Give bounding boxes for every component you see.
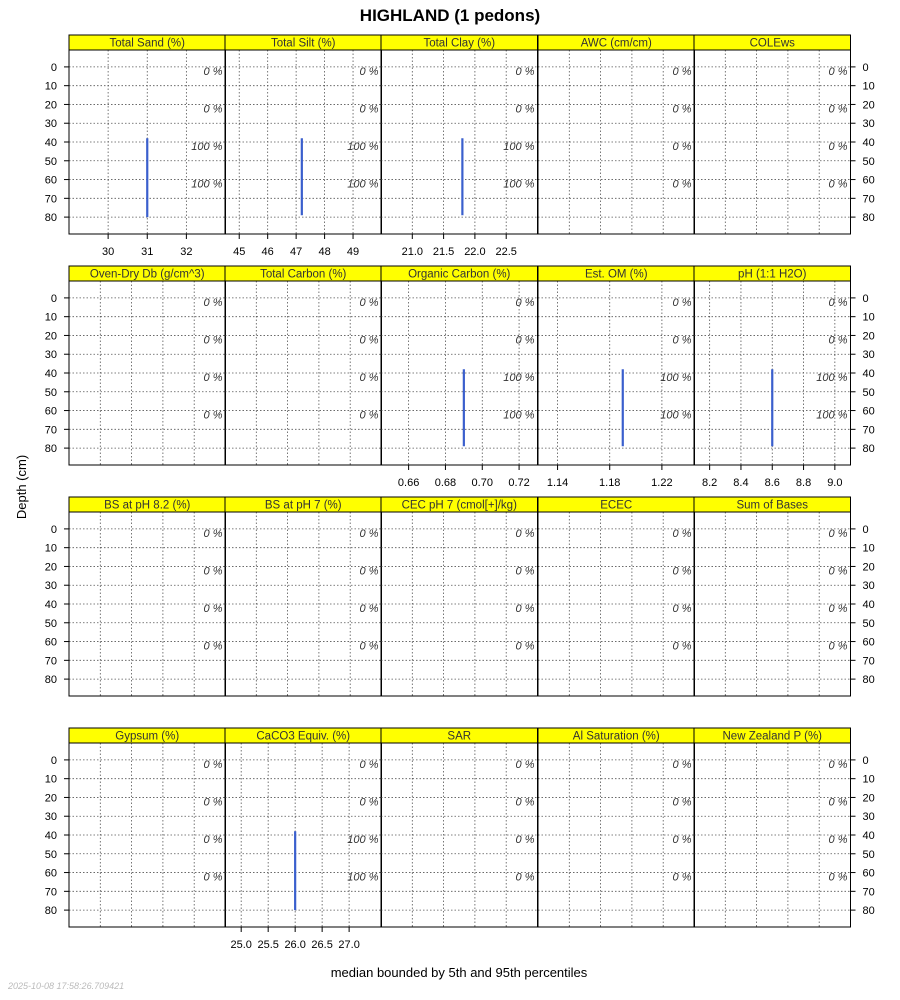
panel: [225, 266, 382, 465]
x-tick-label: 8.2: [702, 477, 718, 489]
y-tick-label-right: 0: [862, 754, 869, 767]
chart-title: HIGHLAND (1 pedons): [359, 6, 541, 25]
x-tick-label: 48: [318, 246, 331, 258]
y-tick-label-left: 20: [44, 330, 57, 343]
x-tick-label: 49: [346, 246, 360, 258]
panel-strip-label: New Zealand P (%): [722, 730, 822, 743]
x-tick-label: 8.4: [733, 477, 749, 489]
y-tick-label-right: 60: [862, 174, 875, 187]
y-tick-label-right: 30: [862, 118, 875, 131]
panel-strip-label: Sum of Bases: [736, 499, 809, 512]
panel-strip-label: Total Clay (%): [423, 37, 496, 50]
panel-strip-label: CaCO3 Equiv. (%): [256, 730, 351, 743]
panel: [694, 35, 851, 234]
y-tick-label-right: 20: [862, 330, 875, 343]
percent-label: 0 %: [515, 565, 535, 578]
y-tick-label-right: 80: [862, 674, 875, 687]
percent-label: 100 %: [503, 409, 535, 422]
y-tick-label-right: 30: [862, 580, 875, 593]
percent-label: 0 %: [672, 103, 692, 116]
y-tick-label-left: 0: [50, 754, 57, 767]
panel: [694, 262, 851, 489]
x-tick-label: 22.5: [495, 246, 517, 258]
y-tick-label-right: 20: [862, 792, 875, 805]
percent-label: 0 %: [515, 103, 535, 116]
percent-label: 0 %: [359, 296, 379, 309]
x-tick-label: 0.68: [434, 477, 457, 489]
percent-label: 0 %: [828, 65, 848, 78]
panel-strip-label: ECEC: [600, 499, 633, 512]
y-tick-label-right: 30: [862, 811, 875, 824]
percent-label: 0 %: [203, 565, 223, 578]
panel-row: [45, 724, 875, 951]
x-tick-label: 26.5: [311, 939, 333, 951]
x-tick-label: 25.5: [257, 939, 279, 951]
percent-label: 0 %: [515, 527, 535, 540]
percent-label: 0 %: [672, 871, 692, 884]
panel: [381, 497, 538, 696]
y-tick-label-right: 60: [862, 867, 875, 880]
percent-label: 0 %: [672, 527, 692, 540]
y-tick-label-left: 40: [44, 830, 57, 842]
panel-strip-label: Est. OM (%): [584, 268, 648, 281]
y-tick-label-right: 50: [862, 848, 875, 861]
panel: [381, 31, 538, 258]
x-tick-label: 32: [180, 246, 193, 258]
y-tick-label-right: 0: [862, 523, 869, 536]
percent-label: 0 %: [515, 640, 535, 653]
y-tick-label-left: 60: [44, 174, 57, 187]
y-tick-label-left: 80: [44, 905, 57, 918]
percent-label: 100 %: [191, 141, 223, 153]
y-tick-label-left: 50: [44, 617, 57, 630]
percent-label: 0 %: [515, 603, 535, 615]
x-tick-label: 46: [261, 246, 274, 258]
percent-label: 0 %: [828, 603, 848, 615]
panel: [69, 728, 226, 927]
y-tick-label-left: 60: [44, 405, 57, 418]
y-tick-label-left: 40: [44, 368, 57, 380]
percent-label: 0 %: [203, 834, 223, 846]
percent-label: 0 %: [203, 372, 223, 384]
x-tick-label: 21.0: [401, 246, 424, 258]
panel: [694, 497, 851, 696]
percent-label: 0 %: [203, 527, 223, 540]
percent-label: 0 %: [359, 103, 379, 116]
panel-strip-label: Total Carbon (%): [260, 268, 347, 281]
x-tick-label: 31: [141, 246, 154, 258]
y-tick-label-right: 10: [862, 773, 875, 786]
y-tick-label-right: 50: [862, 617, 875, 630]
y-tick-label-right: 80: [862, 443, 875, 456]
panel: [225, 497, 382, 696]
panel: [538, 262, 695, 489]
y-tick-label-left: 80: [44, 212, 57, 225]
percent-label: 0 %: [203, 758, 223, 771]
panel: [538, 35, 695, 234]
percent-label: 0 %: [203, 409, 223, 422]
percent-label: 0 %: [828, 334, 848, 347]
x-tick-label: 9.0: [827, 477, 843, 489]
percent-label: 0 %: [203, 640, 223, 653]
x-tick-label: 45: [233, 246, 246, 258]
percent-label: 0 %: [828, 871, 848, 884]
percent-label: 0 %: [672, 178, 692, 191]
x-tick-label: 47: [290, 246, 303, 258]
y-tick-label-left: 60: [44, 636, 57, 649]
percent-label: 100 %: [503, 178, 535, 191]
y-tick-label-left: 10: [44, 542, 57, 555]
y-tick-label-right: 70: [862, 424, 875, 437]
x-tick-label: 1.18: [599, 477, 621, 489]
y-tick-label-left: 50: [44, 155, 57, 168]
percent-label: 0 %: [672, 796, 692, 809]
y-tick-label-left: 10: [44, 311, 57, 324]
percent-label: 100 %: [347, 871, 379, 884]
y-tick-label-right: 70: [862, 655, 875, 668]
y-tick-label-left: 40: [44, 599, 57, 611]
y-tick-label-right: 0: [862, 292, 869, 305]
percent-label: 0 %: [828, 758, 848, 771]
panel-strip-label: Al Saturation (%): [572, 730, 660, 743]
x-tick-label: 30: [102, 246, 115, 258]
x-tick-label: 8.8: [795, 477, 812, 489]
percent-label: 0 %: [359, 758, 379, 771]
y-tick-label-right: 20: [862, 99, 875, 112]
percent-label: 0 %: [359, 409, 379, 422]
y-tick-label-right: 40: [862, 137, 875, 149]
panel-strip-label: SAR: [447, 730, 472, 743]
percent-label: 0 %: [672, 834, 692, 846]
panel-strip-label: Oven-Dry Db (g/cm^3): [89, 268, 205, 281]
percent-label: 0 %: [203, 871, 223, 884]
y-tick-label-right: 50: [862, 155, 875, 168]
y-tick-label-left: 0: [50, 61, 57, 74]
percent-label: 0 %: [672, 640, 692, 653]
panel-strip-label: CEC pH 7 (cmol[+]/kg): [401, 499, 517, 512]
y-tick-label-left: 40: [44, 137, 57, 149]
y-tick-label-right: 40: [862, 368, 875, 380]
x-tick-label: 1.14: [546, 477, 569, 489]
percent-label: 0 %: [672, 296, 692, 309]
percent-label: 0 %: [203, 103, 223, 116]
y-tick-label-right: 50: [862, 386, 875, 399]
percent-label: 100 %: [191, 178, 223, 191]
panel-grid: [45, 31, 875, 951]
percent-label: 0 %: [828, 296, 848, 309]
panel-strip-label: Total Silt (%): [270, 37, 336, 50]
percent-label: 0 %: [203, 296, 223, 309]
percent-label: 0 %: [359, 565, 379, 578]
y-tick-label-left: 10: [44, 80, 57, 93]
y-tick-label-right: 60: [862, 405, 875, 418]
percent-label: 100 %: [347, 834, 379, 846]
percent-label: 100 %: [503, 141, 535, 153]
percent-label: 0 %: [359, 640, 379, 653]
percent-label: 0 %: [828, 640, 848, 653]
y-tick-label-right: 70: [862, 193, 875, 206]
y-tick-label-left: 30: [44, 118, 57, 131]
y-tick-label-right: 70: [862, 886, 875, 899]
y-tick-label-left: 0: [50, 292, 57, 305]
percent-label: 100 %: [816, 372, 848, 384]
panel-strip-label: BS at pH 7 (%): [264, 499, 342, 512]
y-tick-label-right: 60: [862, 636, 875, 649]
x-tick-label: 8.6: [764, 477, 780, 489]
percent-label: 0 %: [828, 141, 848, 153]
x-tick-label: 1.22: [651, 477, 673, 489]
percent-label: 0 %: [359, 603, 379, 615]
y-tick-label-left: 20: [44, 561, 57, 574]
y-tick-label-left: 50: [44, 386, 57, 399]
percent-label: 0 %: [828, 796, 848, 809]
y-tick-label-left: 80: [44, 674, 57, 687]
x-tick-label: 26.0: [284, 939, 306, 951]
y-tick-label-left: 30: [44, 580, 57, 593]
panel-strip-label: Gypsum (%): [115, 730, 180, 743]
x-tick-label: 27.0: [338, 939, 360, 951]
percent-label: 100 %: [347, 141, 379, 153]
y-tick-label-left: 0: [50, 523, 57, 536]
panel-row: [45, 262, 875, 489]
panel-row: [45, 31, 875, 258]
percent-label: 0 %: [515, 296, 535, 309]
timestamp: 2025-10-08 17:58:26.709421: [8, 981, 125, 991]
panel: [538, 497, 695, 696]
percent-label: 0 %: [672, 65, 692, 78]
panel: [381, 262, 538, 489]
percent-label: 0 %: [672, 603, 692, 615]
panel-strip-label: COLEws: [749, 37, 795, 50]
panel: [69, 31, 226, 258]
y-tick-label-right: 80: [862, 905, 875, 918]
percent-label: 0 %: [515, 834, 535, 846]
percent-label: 0 %: [672, 141, 692, 153]
y-tick-label-left: 50: [44, 848, 57, 861]
percent-label: 0 %: [515, 65, 535, 78]
percent-label: 0 %: [828, 178, 848, 191]
panel-row: [45, 497, 875, 696]
percent-label: 0 %: [203, 796, 223, 809]
percent-label: 0 %: [672, 565, 692, 578]
percent-label: 0 %: [359, 372, 379, 384]
panel: [69, 497, 226, 696]
y-tick-label-right: 80: [862, 212, 875, 225]
y-tick-label-left: 20: [44, 99, 57, 112]
panel-strip-label: BS at pH 8.2 (%): [104, 499, 191, 512]
y-tick-label-right: 10: [862, 542, 875, 555]
percent-label: 0 %: [359, 334, 379, 347]
percent-label: 0 %: [515, 758, 535, 771]
y-tick-label-left: 70: [44, 424, 57, 437]
y-tick-label-left: 80: [44, 443, 57, 456]
y-tick-label-right: 20: [862, 561, 875, 574]
y-tick-label-left: 30: [44, 349, 57, 362]
y-tick-label-right: 10: [862, 311, 875, 324]
panel: [225, 724, 382, 951]
y-tick-label-right: 0: [862, 61, 869, 74]
percent-label: 0 %: [359, 65, 379, 78]
x-tick-label: 0.70: [471, 477, 493, 489]
y-tick-label-right: 10: [862, 80, 875, 93]
percent-label: 0 %: [203, 603, 223, 615]
percent-label: 0 %: [828, 565, 848, 578]
x-tick-label: 25.0: [230, 939, 252, 951]
percent-label: 0 %: [203, 65, 223, 78]
y-tick-label-left: 30: [44, 811, 57, 824]
x-axis-label: median bounded by 5th and 95th percentiles: [330, 965, 588, 980]
percent-label: 100 %: [660, 409, 692, 422]
percent-label: 0 %: [359, 527, 379, 540]
percent-label: 0 %: [828, 527, 848, 540]
panel: [694, 728, 851, 927]
panel-strip-label: Organic Carbon (%): [408, 268, 511, 281]
percent-label: 0 %: [828, 103, 848, 116]
y-tick-label-right: 30: [862, 349, 875, 362]
y-tick-label-left: 60: [44, 867, 57, 880]
panel-strip-label: Total Sand (%): [109, 37, 185, 50]
percent-label: 0 %: [203, 334, 223, 347]
panel: [225, 31, 382, 258]
y-axis-label: Depth (cm): [14, 454, 29, 520]
percent-label: 0 %: [515, 871, 535, 884]
y-tick-label-right: 40: [862, 830, 875, 842]
panel-strip-label: pH (1:1 H2O): [738, 268, 807, 281]
panel: [381, 728, 538, 927]
y-tick-label-left: 20: [44, 792, 57, 805]
percent-label: 100 %: [347, 178, 379, 191]
panel-strip-label: AWC (cm/cm): [580, 37, 652, 50]
y-tick-label-left: 70: [44, 655, 57, 668]
percent-label: 0 %: [515, 334, 535, 347]
x-tick-label: 0.72: [508, 477, 530, 489]
y-tick-label-left: 70: [44, 193, 57, 206]
percent-label: 100 %: [503, 372, 535, 384]
percent-label: 0 %: [828, 834, 848, 846]
percent-label: 0 %: [515, 796, 535, 809]
percent-label: 0 %: [672, 758, 692, 771]
panel: [538, 728, 695, 927]
percent-label: 100 %: [660, 372, 692, 384]
percent-label: 0 %: [359, 796, 379, 809]
x-tick-label: 22.0: [464, 246, 486, 258]
x-tick-label: 21.5: [432, 246, 455, 258]
panel: [69, 266, 226, 465]
y-tick-label-right: 40: [862, 599, 875, 611]
y-tick-label-left: 10: [44, 773, 57, 786]
percent-label: 100 %: [816, 409, 848, 422]
y-tick-label-left: 70: [44, 886, 57, 899]
x-tick-label: 0.66: [397, 477, 420, 489]
percent-label: 0 %: [672, 334, 692, 347]
